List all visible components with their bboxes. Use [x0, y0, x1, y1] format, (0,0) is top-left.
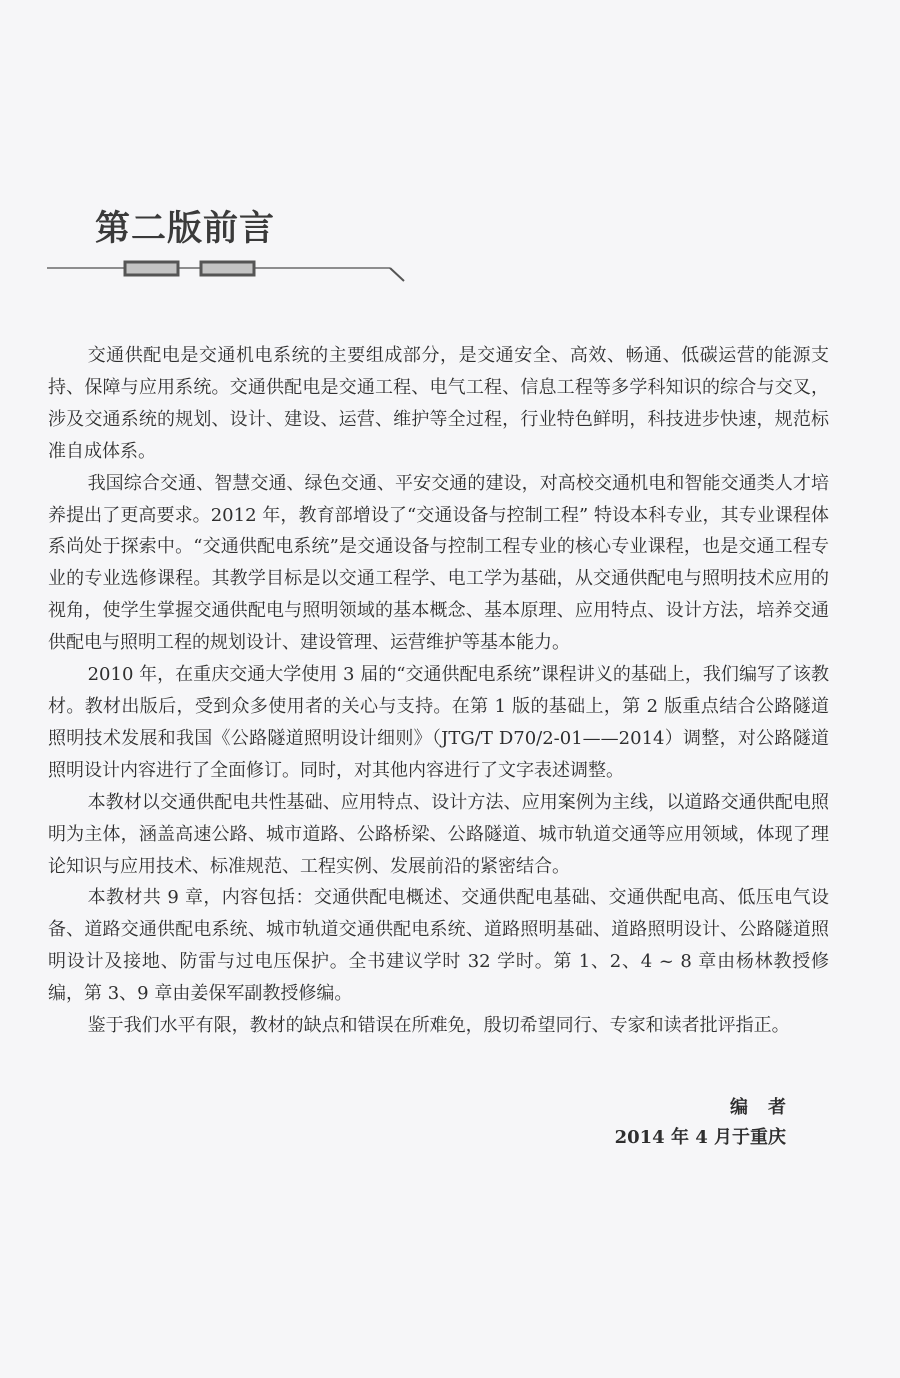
signature-author: 编者: [730, 1097, 806, 1118]
paragraph-4: 本教材以交通供配电共性基础、应用特点、设计方法、应用案例为主线，以道路交通供配电照明为主体，涵盖高速公路、城市道路、公路桥梁、公路隧道、城市轨道交通等应用领域，体现了理论知识与应用技术、标准规范、工程实例、发展前沿的紧密结合。: [48, 791, 829, 877]
paragraph-1: 交通供配电是交通机电系统的主要组成部分，是交通安全、高效、畅通、低碳运营的能源支持、保障与应用系统。交通供配电是交通工程、电气工程、信息工程等多学科知识的综合与交叉，涉及交通系统的规划、设计、建设、运营、维护等全过程，行业特色鲜明，科技进步快速，规范标准自成体系。: [48, 345, 829, 462]
title-decoration-divider: [40, 255, 420, 295]
preface-body: [48, 340, 829, 1042]
paragraph-3: 2010 年，在重庆交通大学使用 3 届的“交通供配电系统”课程讲义的基础上，我们编写了该教材。教材出版后，受到众多使用者的关心与支持。在第 1 版的基础上，第 2 版重点结合公路隧道照明技术发展和我国《公路隧道照明设计细则》（JTG/T D70/2-01——2014）调整，对公路隧道照明设计内容进行了全面修订。同时，对其他内容进行了文字表述调整。: [48, 664, 829, 781]
signature-block: [560, 1093, 806, 1153]
paragraph-5: 本教材共 9 章，内容包括：交通供配电概述、交通供配电基础、交通供配电高、低压电气设备、道路交通供配电系统、城市轨道交通供配电系统、道路照明基础、道路照明设计、公路隧道照明设计及接地、防雷与过电压保护。全书建议学时 32 学时。第 1、2、4 ~ 8 章由杨林教授修编，第 3、9 章由姜保军副教授修编。: [48, 887, 829, 1005]
signature-date-place: 2014 年 4 月于重庆: [614, 1127, 786, 1148]
paragraph-2: 我国综合交通、智慧交通、绿色交通、平安交通的建设，对高校交通机电和智能交通类人才培养提出了更高要求。2012 年，教育部增设了“交通设备与控制工程” 特设本科专业，其专业课程体系尚处于探索中。“交通供配电系统”是交通设备与控制工程专业的核心专业课程，也是交通工程专业的专业选修课程。其教学目标是以交通工程学、电工学为基础，从交通供配电与照明技术应用的视角，使学生掌握交通供配电与照明领域的基本概念、基本原理、应用特点、设计方法，培养交通供配电与照明工程的规划设计、建设管理、运营维护等基本能力。: [48, 472, 829, 654]
page-title: 第二版前言: [95, 208, 276, 249]
paragraph-6: 鉴于我们水平有限，教材的缺点和错误在所难免，殷切希望同行、专家和读者批评指正。: [87, 1015, 790, 1037]
